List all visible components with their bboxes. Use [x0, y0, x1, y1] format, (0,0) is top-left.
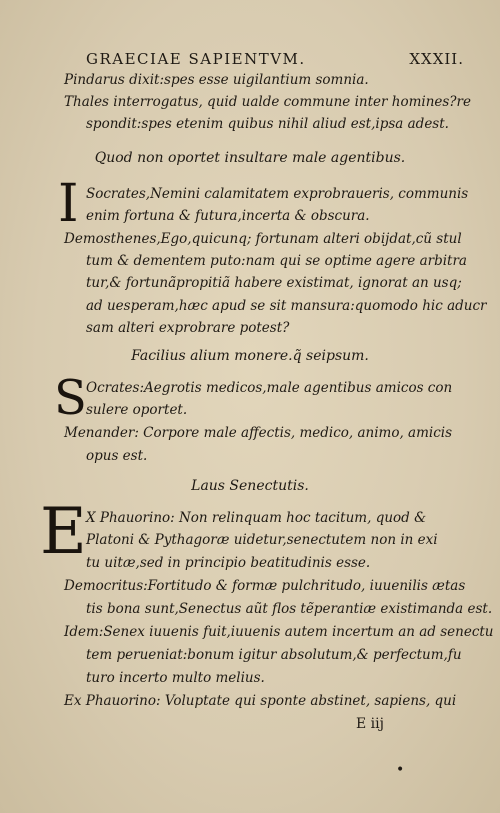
- text-line: Demosthenes,Ego,quicunq; fortunam alteri obijdat,cũ stul: [64, 231, 462, 247]
- text-line: Pindarus dixit:spes esse uigilantium somnia.: [64, 72, 369, 88]
- signature-mark: E iij: [356, 716, 384, 732]
- text-line: opus est.: [86, 448, 148, 464]
- text-line: Ex Phauorino: Voluptate qui sponte abstinet, sapiens, qui: [64, 693, 457, 709]
- text-line: Platoni & Pythagoræ uidetur,senectutem non in exi: [86, 532, 438, 548]
- ink-dot: •: [396, 762, 405, 778]
- text-line: Democritus:Fortitudo & formæ pulchritudo, iuuenilis ætas: [64, 578, 466, 594]
- section-heading: Facilius alium monere.q̃ seipsum.: [131, 348, 369, 364]
- text-line: Ocrates:Aegrotis medicos,male agentibus amicos con: [86, 380, 453, 396]
- text-line: sam alteri exprobrare potest?: [86, 320, 290, 336]
- text-line: enim fortuna & futura,incerta & obscura.: [86, 208, 370, 224]
- section-heading: Quod non oportet insultare male agentibus.: [94, 150, 406, 166]
- text-line: Thales interrogatus, quid ualde commune inter homines?re: [64, 94, 471, 110]
- drop-cap: I: [58, 174, 79, 234]
- text-line: X Phauorino: Non relinquam hoc tacitum, quod &: [86, 510, 427, 526]
- folio-number: XXXII.: [409, 50, 464, 68]
- text-line: spondit:spes etenim quibus nihil aliud est,ipsa adest.: [86, 116, 449, 132]
- text-line: tur,& fortunãpropitiã habere existimat, ignorat an usq;: [86, 275, 462, 291]
- page-header: [86, 50, 464, 72]
- text-line: sulere oportet.: [86, 402, 188, 418]
- section-heading: Laus Senectutis.: [191, 478, 309, 494]
- text-line: tum & dementem puto:nam qui se optime agere arbitra: [86, 253, 467, 269]
- text-line: Menander: Corpore male affectis, medico, animo, amicis: [64, 425, 453, 441]
- drop-cap: E: [40, 495, 87, 569]
- text-line: tem perueniat:bonum igitur absolutum,& perfectum,fu: [86, 647, 462, 663]
- text-line: tis bona sunt,Senectus aũt flos tẽperantiæ existimanda est.: [86, 601, 493, 617]
- text-line: turo incerto multo melius.: [86, 670, 265, 686]
- text-line: ad uesperam,hæc apud se sit mansura:quomodo hic aducr: [86, 298, 487, 314]
- running-title: GRAECIAE SAPIENTVM.: [86, 50, 306, 68]
- drop-cap: S: [54, 370, 87, 426]
- text-line: Idem:Senex iuuenis fuit,iuuenis autem incertum an ad senectu: [64, 624, 494, 640]
- text-line: Socrates,Nemini calamitatem exprobraueris, communis: [86, 186, 469, 202]
- text-line: tu uitæ,sed in principio beatitudinis esse.: [86, 555, 371, 571]
